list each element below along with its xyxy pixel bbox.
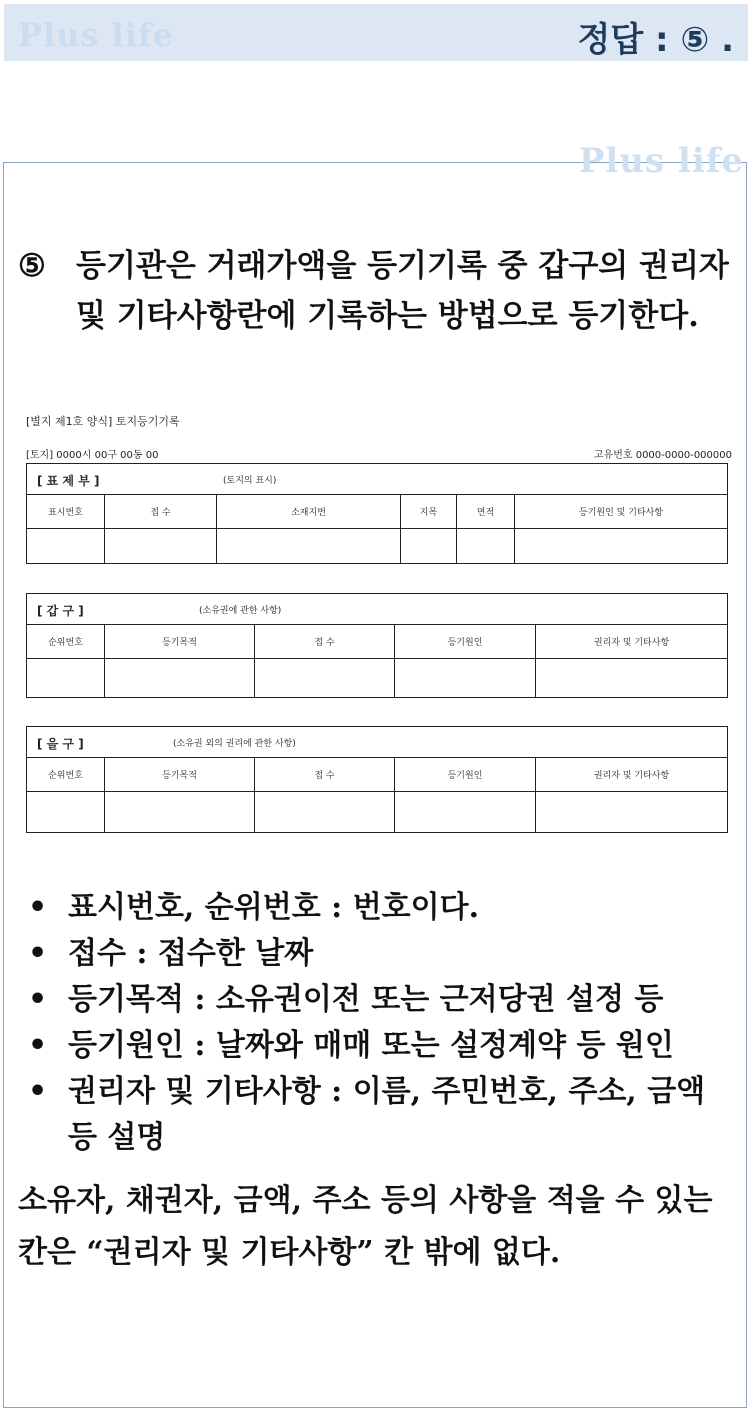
column-header: 등기목적	[105, 758, 255, 791]
column-header: 등기원인	[395, 758, 536, 791]
explanation-panel	[3, 141, 747, 1408]
answer-label: 정답 : ⑤ .	[577, 20, 734, 60]
section-title: [ 표 제 부 ]	[37, 474, 100, 488]
list-item: • 표시번호, 순위번호 : 번호이다.	[28, 885, 744, 931]
list-item: • 등기목적 : 소유권이전 또는 근저당권 설정 등	[28, 977, 744, 1023]
column-header: 권리자 및 기타사항	[593, 638, 670, 648]
form-unique-number: 고유번호 0000-0000-000000	[593, 450, 732, 461]
explanation-text: 등기관은 거래가액을 등기기록 중 갑구의 권리자 및 기타사항란에 기록하는 방법으로 등기한다.	[76, 248, 729, 334]
watermark-text: Plus life	[18, 16, 175, 54]
conclusion-text: 소유자, 채권자, 금액, 주소 등의 사항을 적을 수 있는 칸은 “권리자 및 기타사항” 칸 밖에 없다.	[18, 1183, 713, 1270]
section-subtitle: (소유권 외의 권리에 관한 사항)	[173, 739, 296, 749]
section-subtitle: (소유권에 관한 사항)	[199, 606, 282, 616]
form-caption: [별지 제1호 양식] 토지등기기록	[26, 415, 180, 428]
column-header: 권리자 및 기타사항	[593, 771, 670, 781]
panel-watermark: Plus life	[578, 141, 744, 181]
list-item: • 접수 : 접수한 날짜	[28, 931, 744, 977]
table-row	[27, 529, 727, 563]
column-header: 등기원인	[395, 625, 536, 658]
column-header: 표시번호	[27, 495, 105, 528]
column-header: 접 수	[255, 758, 395, 791]
form-meta	[26, 446, 732, 461]
table-row	[27, 659, 727, 697]
column-header: 지목	[401, 495, 457, 528]
column-header: 면적	[457, 495, 515, 528]
section-title: [ 갑 구 ]	[37, 604, 84, 618]
answer-header	[4, 4, 748, 61]
section-title: [ 을 구 ]	[37, 737, 84, 751]
column-definitions	[28, 885, 744, 1161]
list-item: • 권리자 및 기타사항 : 이름, 주민번호, 주소, 금액 등 설명	[28, 1069, 744, 1161]
section-subtitle: (토지의 표시)	[223, 476, 277, 486]
column-header: 소재지번	[217, 495, 401, 528]
section-gap-gu	[26, 593, 728, 698]
column-header: 등기목적	[105, 625, 255, 658]
column-header: 순위번호	[27, 625, 105, 658]
land-registry-form	[26, 413, 732, 781]
column-header: 등기원인 및 기타사항	[579, 508, 663, 518]
explanation	[18, 241, 734, 341]
column-header: 순위번호	[27, 758, 105, 791]
column-header: 접 수	[105, 495, 217, 528]
list-item: • 등기원인 : 날짜와 매매 또는 설정계약 등 원인	[28, 1023, 744, 1069]
form-location: [토지] 0000시 00구 00동 00	[26, 450, 159, 461]
table-row	[27, 792, 727, 832]
section-eul-gu	[26, 726, 728, 833]
section-title-part	[26, 463, 728, 564]
choice-marker: ⑤	[18, 248, 46, 284]
column-header: 접 수	[255, 625, 395, 658]
